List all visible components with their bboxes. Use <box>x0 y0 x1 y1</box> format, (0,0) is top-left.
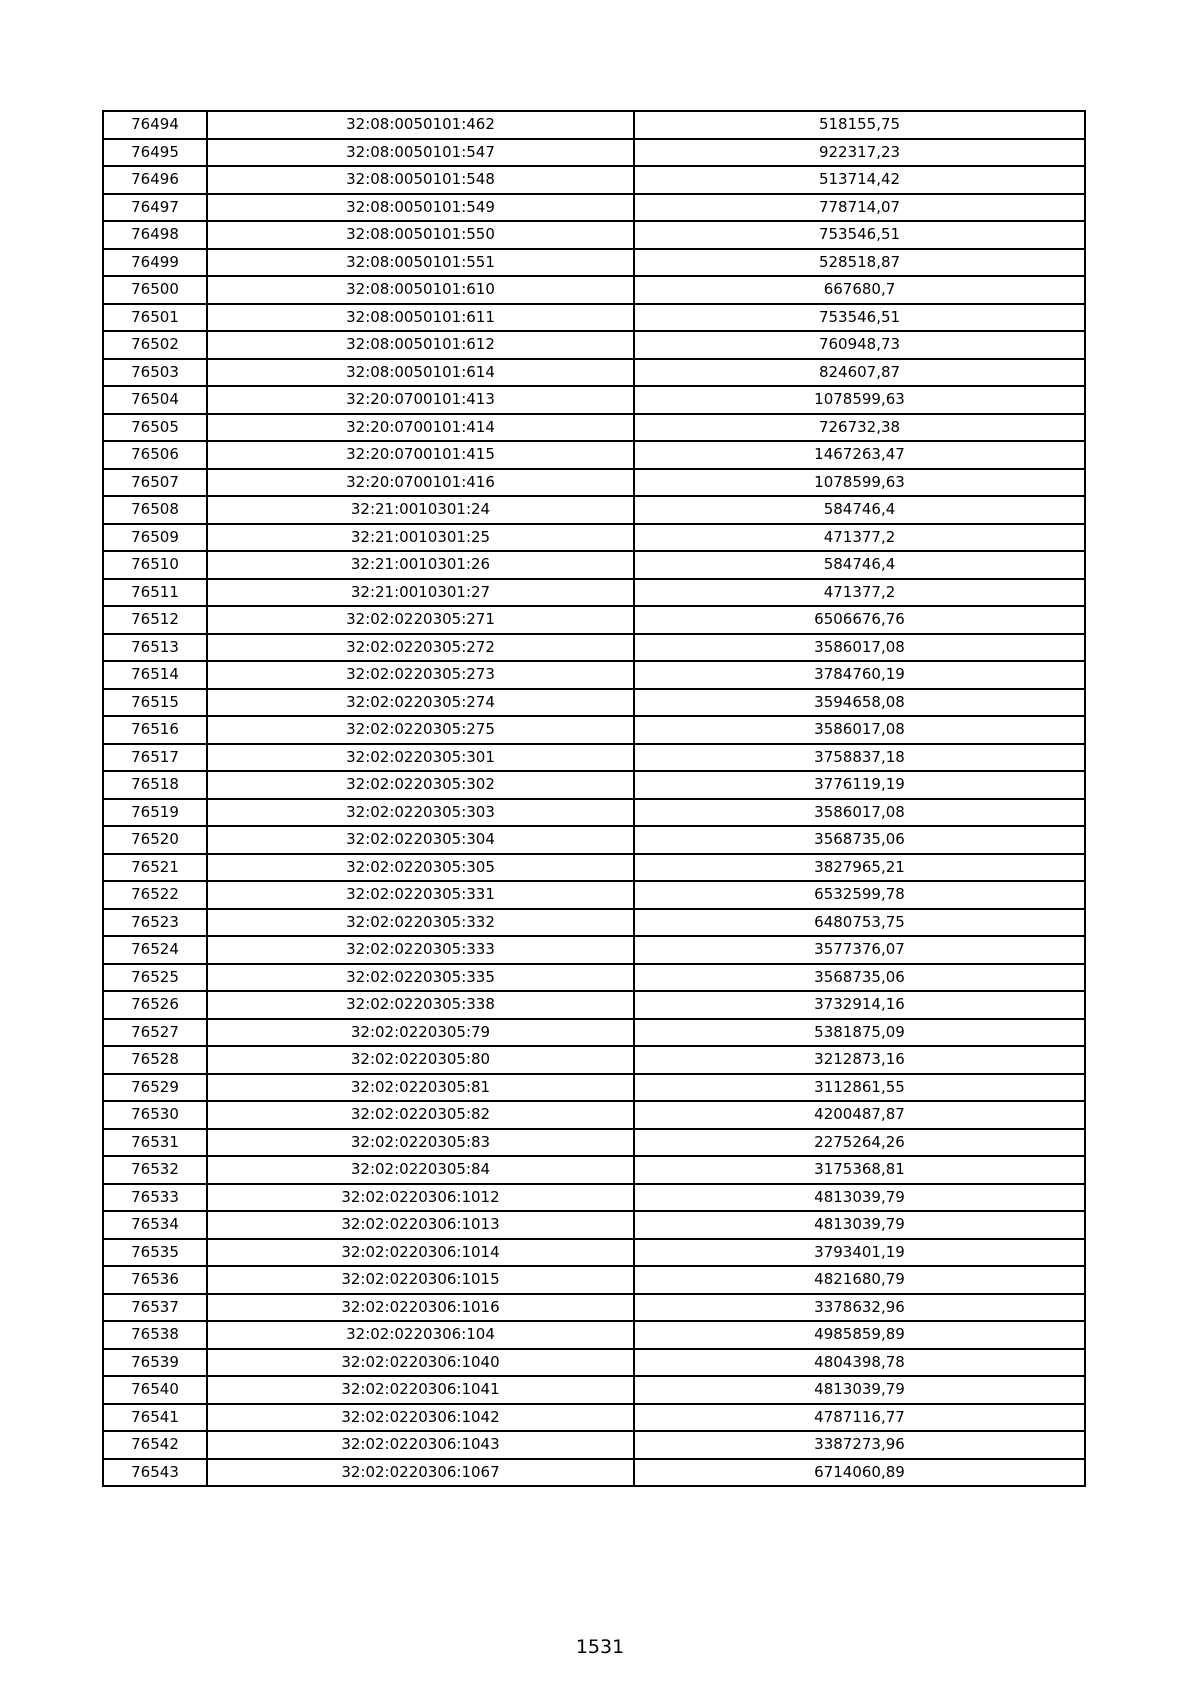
value-cell: 778714,07 <box>634 194 1085 222</box>
row-number-cell: 76516 <box>103 716 207 744</box>
value-cell: 3586017,08 <box>634 634 1085 662</box>
value-cell: 6532599,78 <box>634 881 1085 909</box>
table-row <box>103 359 1085 387</box>
table-row <box>103 469 1085 497</box>
cadastral-number-cell: 32:21:0010301:24 <box>207 496 634 524</box>
table-row <box>103 991 1085 1019</box>
table-row <box>103 1431 1085 1459</box>
value-cell: 3586017,08 <box>634 799 1085 827</box>
cadastral-number-cell: 32:02:0220306:1043 <box>207 1431 634 1459</box>
cadastral-number-cell: 32:08:0050101:549 <box>207 194 634 222</box>
cadastral-number-cell: 32:08:0050101:548 <box>207 166 634 194</box>
row-number-cell: 76543 <box>103 1459 207 1487</box>
table-row <box>103 139 1085 167</box>
cadastral-number-cell: 32:08:0050101:462 <box>207 111 634 139</box>
table-row <box>103 304 1085 332</box>
table-row <box>103 386 1085 414</box>
cadastral-number-cell: 32:02:0220306:1012 <box>207 1184 634 1212</box>
table-row <box>103 1156 1085 1184</box>
row-number-cell: 76497 <box>103 194 207 222</box>
table-row <box>103 826 1085 854</box>
value-cell: 3112861,55 <box>634 1074 1085 1102</box>
table-row <box>103 441 1085 469</box>
table-row <box>103 1294 1085 1322</box>
value-cell: 3212873,16 <box>634 1046 1085 1074</box>
value-cell: 3577376,07 <box>634 936 1085 964</box>
value-cell: 3732914,16 <box>634 991 1085 1019</box>
table-row <box>103 634 1085 662</box>
data-table <box>102 110 1086 1487</box>
value-cell: 3776119,19 <box>634 771 1085 799</box>
cadastral-number-cell: 32:02:0220305:331 <box>207 881 634 909</box>
row-number-cell: 76507 <box>103 469 207 497</box>
row-number-cell: 76528 <box>103 1046 207 1074</box>
cadastral-number-cell: 32:02:0220305:83 <box>207 1129 634 1157</box>
table-row <box>103 854 1085 882</box>
value-cell: 1078599,63 <box>634 469 1085 497</box>
cadastral-number-cell: 32:02:0220305:84 <box>207 1156 634 1184</box>
value-cell: 513714,42 <box>634 166 1085 194</box>
cadastral-number-cell: 32:02:0220305:335 <box>207 964 634 992</box>
cadastral-number-cell: 32:20:0700101:413 <box>207 386 634 414</box>
table-row <box>103 1404 1085 1432</box>
table-row <box>103 606 1085 634</box>
cadastral-number-cell: 32:02:0220305:303 <box>207 799 634 827</box>
cadastral-number-cell: 32:02:0220305:274 <box>207 689 634 717</box>
value-cell: 3378632,96 <box>634 1294 1085 1322</box>
row-number-cell: 76525 <box>103 964 207 992</box>
value-cell: 3586017,08 <box>634 716 1085 744</box>
row-number-cell: 76504 <box>103 386 207 414</box>
cadastral-number-cell: 32:20:0700101:415 <box>207 441 634 469</box>
row-number-cell: 76541 <box>103 1404 207 1432</box>
table-row <box>103 881 1085 909</box>
table-row <box>103 799 1085 827</box>
value-cell: 824607,87 <box>634 359 1085 387</box>
value-cell: 518155,75 <box>634 111 1085 139</box>
value-cell: 667680,7 <box>634 276 1085 304</box>
row-number-cell: 76511 <box>103 579 207 607</box>
row-number-cell: 76521 <box>103 854 207 882</box>
cadastral-number-cell: 32:02:0220305:338 <box>207 991 634 1019</box>
cadastral-number-cell: 32:02:0220306:1014 <box>207 1239 634 1267</box>
table-row <box>103 331 1085 359</box>
value-cell: 922317,23 <box>634 139 1085 167</box>
table-row <box>103 1101 1085 1129</box>
table-row <box>103 744 1085 772</box>
cadastral-number-cell: 32:08:0050101:610 <box>207 276 634 304</box>
value-cell: 3175368,81 <box>634 1156 1085 1184</box>
value-cell: 584746,4 <box>634 496 1085 524</box>
value-cell: 4200487,87 <box>634 1101 1085 1129</box>
table-row <box>103 716 1085 744</box>
cadastral-number-cell: 32:21:0010301:27 <box>207 579 634 607</box>
table-row <box>103 1459 1085 1487</box>
table-row <box>103 1376 1085 1404</box>
value-cell: 3568735,06 <box>634 964 1085 992</box>
row-number-cell: 76523 <box>103 909 207 937</box>
value-cell: 753546,51 <box>634 221 1085 249</box>
page-number: 1531 <box>575 1636 625 1658</box>
value-cell: 3594658,08 <box>634 689 1085 717</box>
value-cell: 6714060,89 <box>634 1459 1085 1487</box>
table-body <box>103 111 1085 1486</box>
cadastral-number-cell: 32:02:0220306:1040 <box>207 1349 634 1377</box>
cadastral-number-cell: 32:02:0220305:273 <box>207 661 634 689</box>
cadastral-number-cell: 32:08:0050101:547 <box>207 139 634 167</box>
cadastral-number-cell: 32:02:0220305:81 <box>207 1074 634 1102</box>
row-number-cell: 76499 <box>103 249 207 277</box>
table-row <box>103 1266 1085 1294</box>
table-row <box>103 111 1085 139</box>
cadastral-number-cell: 32:02:0220306:1016 <box>207 1294 634 1322</box>
value-cell: 4787116,77 <box>634 1404 1085 1432</box>
table-row <box>103 524 1085 552</box>
cadastral-number-cell: 32:02:0220305:332 <box>207 909 634 937</box>
table-row <box>103 1184 1085 1212</box>
table-row <box>103 194 1085 222</box>
row-number-cell: 76505 <box>103 414 207 442</box>
cadastral-number-cell: 32:08:0050101:551 <box>207 249 634 277</box>
value-cell: 6506676,76 <box>634 606 1085 634</box>
table-row <box>103 276 1085 304</box>
table-row <box>103 909 1085 937</box>
row-number-cell: 76500 <box>103 276 207 304</box>
cadastral-number-cell: 32:20:0700101:414 <box>207 414 634 442</box>
cadastral-number-cell: 32:02:0220305:305 <box>207 854 634 882</box>
cadastral-number-cell: 32:02:0220305:304 <box>207 826 634 854</box>
cadastral-number-cell: 32:02:0220306:1042 <box>207 1404 634 1432</box>
table-row <box>103 1129 1085 1157</box>
row-number-cell: 76533 <box>103 1184 207 1212</box>
row-number-cell: 76501 <box>103 304 207 332</box>
table-row <box>103 1046 1085 1074</box>
cadastral-number-cell: 32:02:0220305:82 <box>207 1101 634 1129</box>
value-cell: 3758837,18 <box>634 744 1085 772</box>
cadastral-number-cell: 32:02:0220306:1067 <box>207 1459 634 1487</box>
row-number-cell: 76534 <box>103 1211 207 1239</box>
cadastral-number-cell: 32:02:0220306:104 <box>207 1321 634 1349</box>
row-number-cell: 76531 <box>103 1129 207 1157</box>
row-number-cell: 76515 <box>103 689 207 717</box>
row-number-cell: 76539 <box>103 1349 207 1377</box>
value-cell: 4813039,79 <box>634 1184 1085 1212</box>
cadastral-number-cell: 32:21:0010301:26 <box>207 551 634 579</box>
cadastral-number-cell: 32:20:0700101:416 <box>207 469 634 497</box>
row-number-cell: 76509 <box>103 524 207 552</box>
row-number-cell: 76538 <box>103 1321 207 1349</box>
cadastral-number-cell: 32:02:0220305:271 <box>207 606 634 634</box>
value-cell: 1078599,63 <box>634 386 1085 414</box>
value-cell: 3568735,06 <box>634 826 1085 854</box>
table-row <box>103 1321 1085 1349</box>
row-number-cell: 76520 <box>103 826 207 854</box>
value-cell: 471377,2 <box>634 524 1085 552</box>
row-number-cell: 76529 <box>103 1074 207 1102</box>
cadastral-number-cell: 32:02:0220306:1041 <box>207 1376 634 1404</box>
row-number-cell: 76532 <box>103 1156 207 1184</box>
row-number-cell: 76537 <box>103 1294 207 1322</box>
table-row <box>103 249 1085 277</box>
value-cell: 760948,73 <box>634 331 1085 359</box>
row-number-cell: 76494 <box>103 111 207 139</box>
table-row <box>103 661 1085 689</box>
cadastral-number-cell: 32:21:0010301:25 <box>207 524 634 552</box>
value-cell: 3387273,96 <box>634 1431 1085 1459</box>
value-cell: 528518,87 <box>634 249 1085 277</box>
value-cell: 3827965,21 <box>634 854 1085 882</box>
row-number-cell: 76503 <box>103 359 207 387</box>
value-cell: 584746,4 <box>634 551 1085 579</box>
value-cell: 2275264,26 <box>634 1129 1085 1157</box>
cadastral-number-cell: 32:02:0220305:80 <box>207 1046 634 1074</box>
row-number-cell: 76517 <box>103 744 207 772</box>
value-cell: 4813039,79 <box>634 1376 1085 1404</box>
row-number-cell: 76540 <box>103 1376 207 1404</box>
table-row <box>103 496 1085 524</box>
table-row <box>103 1349 1085 1377</box>
cadastral-number-cell: 32:02:0220306:1015 <box>207 1266 634 1294</box>
value-cell: 6480753,75 <box>634 909 1085 937</box>
row-number-cell: 76496 <box>103 166 207 194</box>
row-number-cell: 76518 <box>103 771 207 799</box>
value-cell: 1467263,47 <box>634 441 1085 469</box>
row-number-cell: 76542 <box>103 1431 207 1459</box>
value-cell: 4804398,78 <box>634 1349 1085 1377</box>
table-row <box>103 1211 1085 1239</box>
row-number-cell: 76522 <box>103 881 207 909</box>
cadastral-number-cell: 32:08:0050101:550 <box>207 221 634 249</box>
cadastral-number-cell: 32:02:0220305:333 <box>207 936 634 964</box>
cadastral-number-cell: 32:08:0050101:611 <box>207 304 634 332</box>
table-row <box>103 1239 1085 1267</box>
cadastral-number-cell: 32:02:0220305:302 <box>207 771 634 799</box>
table-row <box>103 221 1085 249</box>
value-cell: 5381875,09 <box>634 1019 1085 1047</box>
row-number-cell: 76502 <box>103 331 207 359</box>
value-cell: 4821680,79 <box>634 1266 1085 1294</box>
row-number-cell: 76513 <box>103 634 207 662</box>
row-number-cell: 76527 <box>103 1019 207 1047</box>
table-row <box>103 166 1085 194</box>
row-number-cell: 76530 <box>103 1101 207 1129</box>
table-row <box>103 579 1085 607</box>
table-row <box>103 1019 1085 1047</box>
table-row <box>103 551 1085 579</box>
table-row <box>103 771 1085 799</box>
value-cell: 4813039,79 <box>634 1211 1085 1239</box>
cadastral-number-cell: 32:02:0220306:1013 <box>207 1211 634 1239</box>
row-number-cell: 76495 <box>103 139 207 167</box>
value-cell: 471377,2 <box>634 579 1085 607</box>
table-row <box>103 1074 1085 1102</box>
cadastral-number-cell: 32:02:0220305:301 <box>207 744 634 772</box>
value-cell: 4985859,89 <box>634 1321 1085 1349</box>
value-cell: 3793401,19 <box>634 1239 1085 1267</box>
row-number-cell: 76526 <box>103 991 207 1019</box>
table-row <box>103 414 1085 442</box>
table-row <box>103 689 1085 717</box>
cadastral-number-cell: 32:08:0050101:614 <box>207 359 634 387</box>
row-number-cell: 76508 <box>103 496 207 524</box>
row-number-cell: 76535 <box>103 1239 207 1267</box>
cadastral-number-cell: 32:02:0220305:272 <box>207 634 634 662</box>
cadastral-number-cell: 32:08:0050101:612 <box>207 331 634 359</box>
row-number-cell: 76514 <box>103 661 207 689</box>
row-number-cell: 76512 <box>103 606 207 634</box>
cadastral-number-cell: 32:02:0220305:275 <box>207 716 634 744</box>
row-number-cell: 76506 <box>103 441 207 469</box>
value-cell: 753546,51 <box>634 304 1085 332</box>
row-number-cell: 76510 <box>103 551 207 579</box>
value-cell: 3784760,19 <box>634 661 1085 689</box>
value-cell: 726732,38 <box>634 414 1085 442</box>
cadastral-number-cell: 32:02:0220305:79 <box>207 1019 634 1047</box>
row-number-cell: 76524 <box>103 936 207 964</box>
table-row <box>103 936 1085 964</box>
row-number-cell: 76498 <box>103 221 207 249</box>
table-row <box>103 964 1085 992</box>
row-number-cell: 76519 <box>103 799 207 827</box>
row-number-cell: 76536 <box>103 1266 207 1294</box>
